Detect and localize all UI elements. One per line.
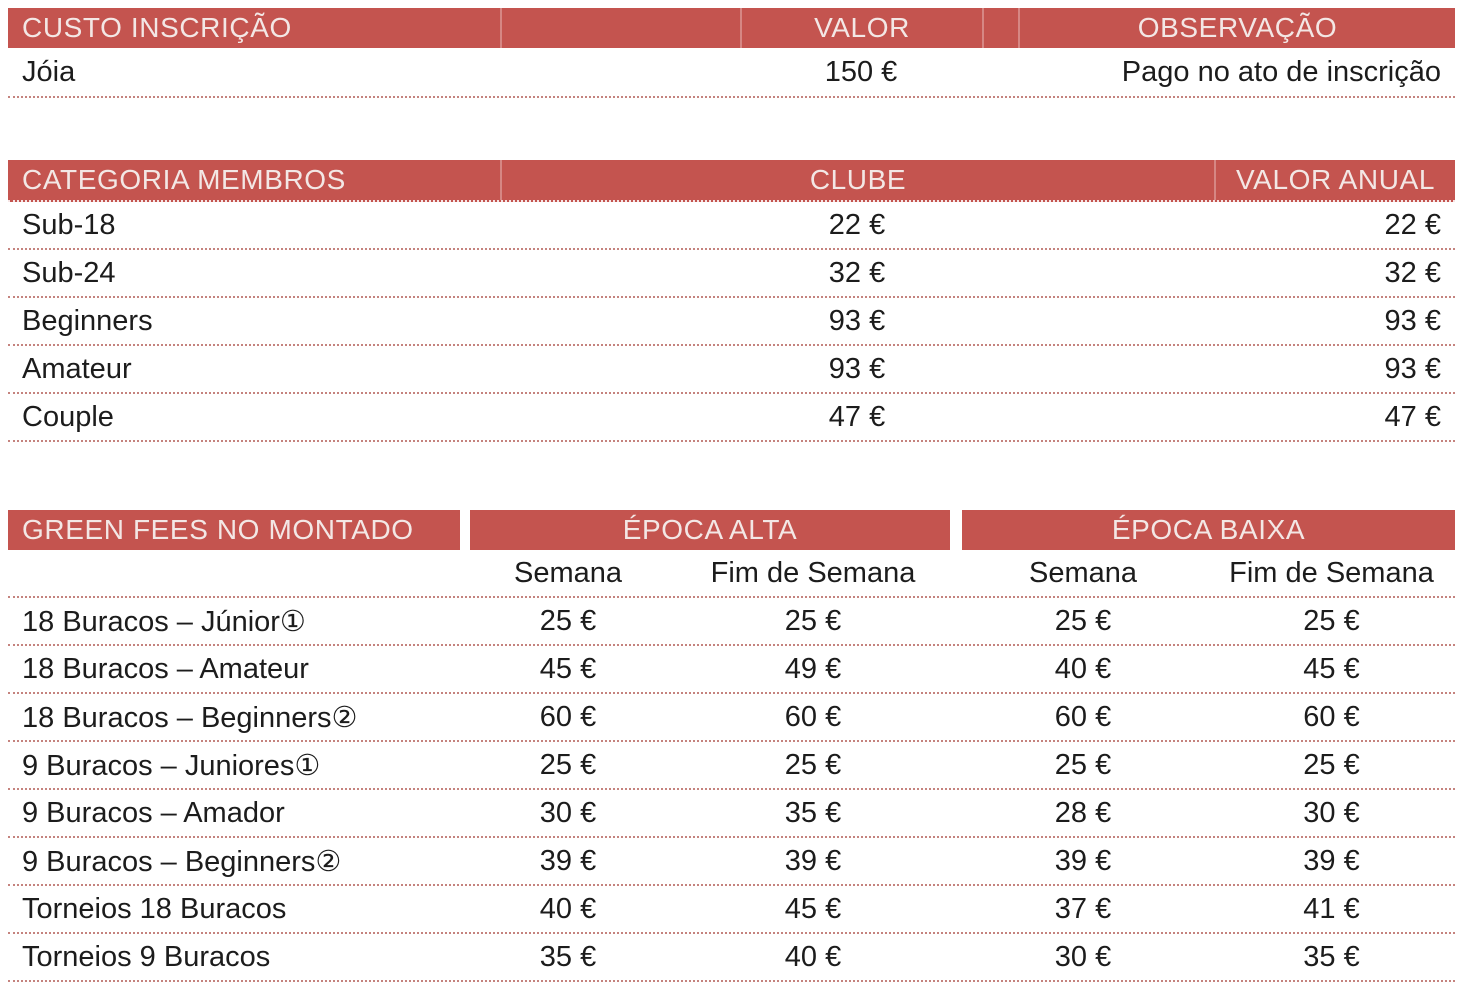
fee-cell: 39 €	[1303, 844, 1360, 877]
anual-cell: 93 €	[1384, 352, 1441, 385]
inscription-table	[8, 8, 1455, 98]
table-row	[8, 598, 1455, 646]
row-label: 9 Buracos – Juniores①	[22, 749, 321, 782]
fee-cell: 60 €	[1054, 700, 1112, 733]
fee-cell: 35 €	[1303, 940, 1360, 973]
table-row	[8, 250, 1455, 298]
fee-cell: 25 €	[539, 748, 597, 781]
fee-cell: 39 €	[1054, 844, 1112, 877]
clube-cell: 47 €	[828, 400, 886, 433]
clube-cell: 93 €	[828, 304, 886, 337]
fee-cell: 37 €	[1054, 892, 1112, 925]
anual-cell: 22 €	[1384, 208, 1441, 241]
table-row	[8, 646, 1455, 694]
fee-cell: 30 €	[539, 796, 597, 829]
row-label: 18 Buracos – Beginners②	[22, 701, 358, 734]
table-row	[8, 790, 1455, 838]
fee-cell: 25 €	[1054, 748, 1112, 781]
header-valor: VALOR	[740, 8, 982, 48]
fee-cell: 35 €	[539, 940, 597, 973]
fee-cell: 25 €	[1054, 604, 1112, 637]
table-row	[8, 48, 1455, 98]
header-green-fees: GREEN FEES NO MONTADO	[8, 510, 460, 550]
row-label: 18 Buracos – Júnior①	[22, 605, 306, 638]
fee-cell: 25 €	[784, 604, 842, 637]
table-row	[8, 298, 1455, 346]
fee-cell: 40 €	[1054, 652, 1112, 685]
greenfees-subheader-row	[8, 550, 1455, 598]
fee-cell: 40 €	[539, 892, 597, 925]
table-row	[8, 838, 1455, 886]
membership-table-header	[8, 160, 1455, 202]
fee-cell: 25 €	[1303, 604, 1360, 637]
row-label: Torneios 18 Buracos	[22, 892, 287, 925]
header-observacao: OBSERVAÇÃO	[1018, 8, 1455, 48]
row-label: Sub-24	[22, 256, 116, 289]
table-row	[8, 346, 1455, 394]
row-label: 9 Buracos – Amador	[22, 796, 285, 829]
header-valor-anual: VALOR ANUAL	[1214, 160, 1455, 200]
header-epoca-baixa: ÉPOCA BAIXA	[962, 510, 1455, 550]
fee-cell: 35 €	[784, 796, 842, 829]
anual-cell: 93 €	[1384, 304, 1441, 337]
anual-cell: 47 €	[1384, 400, 1441, 433]
fee-cell: 25 €	[539, 604, 597, 637]
header-categoria-membros: CATEGORIA MEMBROS	[22, 164, 346, 195]
table-row	[8, 694, 1455, 742]
fee-cell: 49 €	[784, 652, 842, 685]
fee-cell: 45 €	[784, 892, 842, 925]
fee-cell: 28 €	[1054, 796, 1112, 829]
fee-cell: 25 €	[1303, 748, 1360, 781]
clube-cell: 93 €	[828, 352, 886, 385]
header-epoca-alta: ÉPOCA ALTA	[470, 510, 950, 550]
fee-cell: 41 €	[1303, 892, 1360, 925]
observacao-cell: Pago no ato de inscrição	[1121, 55, 1441, 88]
row-label: Amateur	[22, 352, 132, 385]
table-row	[8, 394, 1455, 442]
fee-cell: 25 €	[784, 748, 842, 781]
fee-cell: 30 €	[1054, 940, 1112, 973]
greenfees-table	[8, 510, 1455, 982]
table-row	[8, 934, 1455, 982]
subheader-semana-baixa: Semana	[1028, 556, 1137, 589]
header-spacer-2	[982, 8, 1018, 48]
row-label: Couple	[22, 400, 114, 433]
row-label: 9 Buracos – Beginners②	[22, 845, 342, 878]
subheader-fim-alta: Fim de Semana	[710, 556, 916, 589]
subheader-semana-alta: Semana	[513, 556, 622, 589]
row-label: Beginners	[22, 304, 153, 337]
anual-cell: 32 €	[1384, 256, 1441, 289]
fee-cell: 39 €	[784, 844, 842, 877]
fee-cell: 40 €	[784, 940, 842, 973]
header-clube: CLUBE	[500, 160, 1214, 200]
table-row	[8, 742, 1455, 790]
row-label: Jóia	[22, 55, 76, 88]
fee-cell: 30 €	[1303, 796, 1360, 829]
clube-cell: 22 €	[828, 208, 886, 241]
clube-cell: 32 €	[828, 256, 886, 289]
subheader-fim-baixa: Fim de Semana	[1229, 556, 1434, 589]
table-row	[8, 202, 1455, 250]
fee-cell: 45 €	[539, 652, 597, 685]
table-row	[8, 886, 1455, 934]
fee-cell: 39 €	[539, 844, 597, 877]
inscription-table-header	[8, 8, 1455, 48]
row-label: 18 Buracos – Amateur	[22, 652, 309, 685]
valor-cell: 150 €	[824, 55, 898, 88]
header-spacer-1	[500, 8, 740, 48]
fee-cell: 60 €	[1303, 700, 1360, 733]
row-label: Torneios 9 Buracos	[22, 940, 271, 973]
greenfees-table-header	[8, 510, 1455, 550]
row-label: Sub-18	[22, 208, 116, 241]
header-custo-inscricao: CUSTO INSCRIÇÃO	[22, 12, 292, 43]
membership-table	[8, 160, 1455, 442]
fee-cell: 60 €	[539, 700, 597, 733]
fee-cell: 60 €	[784, 700, 842, 733]
fee-cell: 45 €	[1303, 652, 1360, 685]
